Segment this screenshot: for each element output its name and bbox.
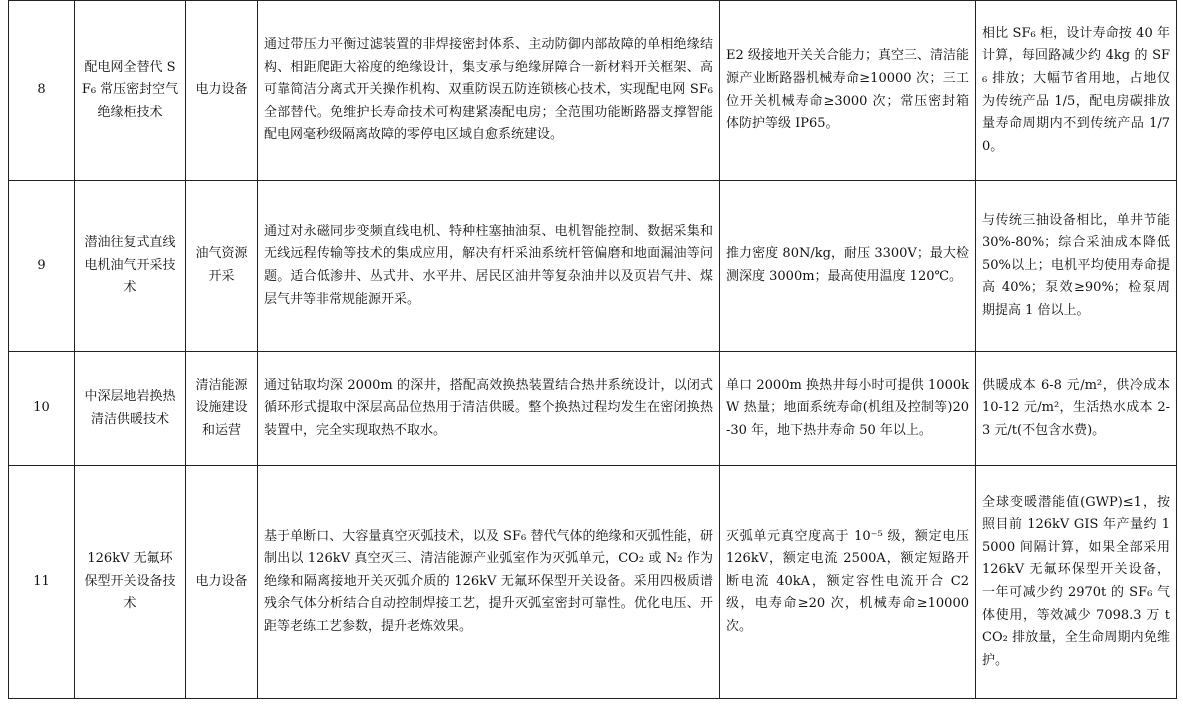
technology-name: 126kV 无氟环保型开关设备技术 xyxy=(75,466,186,699)
table-row xyxy=(9,1,1177,181)
technology-description: 通过带压力平衡过滤装置的非焊接密封体系、主动防御内部故障的单相绝缘结构、相距爬距大裕度的绝缘设计，集支承与绝缘屏障合一新材料开关框架、高可靠简洁分离式开关操作机构、双重防误五防连锁核心技术，实现配电网 SF₆ 全部替代。免维护长寿命技术可构建紧凑配电房；全范围功能断路器支撑智能配电网毫秒级隔离故障的零停电区域自愈系统建设。 xyxy=(258,1,720,181)
technology-name: 配电网全替代 SF₆ 常压密封空气绝缘柜技术 xyxy=(75,1,186,181)
technology-description: 基于单断口、大容量真空灭弧技术，以及 SF₆ 替代气体的绝缘和灭弧性能，研制出以 126kV 真空灭三、清洁能源产业弧室作为灭弧单元，CO₂ 或 N₂ 作为绝缘和隔离接地开关灭弧介质的 126kV 无氟环保型开关设备。采用四极质谱残余气体分析结合自动控制焊接工艺，提升灭弧室密封可靠性。优化电压、开距等老练工艺参数，提升老炼效果。 xyxy=(258,466,720,699)
benefits: 与传统三抽设备相比，单井节能 30%-80%；综合采油成本降低 50%以上；电机平均使用寿命提高 40%；泵效≥90%；检泵周期提高 1 倍以上。 xyxy=(976,181,1177,352)
benefits: 全球变暖潜能值(GWP)≤1，按照目前 126kV GIS 年产量约 15000 间隔计算，如果全部采用 126kV 无氟环保型开关设备，一年可减少约 2970t 的 SF₆ 气体使用，等效减少 7098.3 万 t CO₂ 排放量，全生命周期内免维护。 xyxy=(976,466,1177,699)
application-field: 电力设备 xyxy=(186,466,258,699)
technology-description: 通过对永磁同步变频直线电机、特种柱塞抽油泵、电机智能控制、数据采集和无线远程传输等技术的集成应用，解决有杆采油系统杆管偏磨和地面漏油等问题。适合低渗井、丛式井、水平井、居民区油井等复杂油井以及页岩气井、煤层气井等非常规能源开采。 xyxy=(258,181,720,352)
row-number: 11 xyxy=(9,466,75,699)
application-field: 清洁能源设施建设和运营 xyxy=(186,352,258,466)
technical-specs: 单口 2000m 换热井每小时可提供 1000kW 热量；地面系统寿命(机组及控制等)20-30 年，地下热井寿命 50 年以上。 xyxy=(720,352,976,466)
technology-name: 中深层地岩换热清洁供暖技术 xyxy=(75,352,186,466)
application-field: 电力设备 xyxy=(186,1,258,181)
application-field: 油气资源开采 xyxy=(186,181,258,352)
technology-table xyxy=(8,0,1177,699)
technology-description: 通过钻取均深 2000m 的深井，搭配高效换热装置结合热井系统设计，以闭式循环形式提取中深层高品位热用于清洁供暖。整个换热过程均发生在密闭换热装置中，完全实现取热不取水。 xyxy=(258,352,720,466)
benefits: 供暖成本 6-8 元/m²，供冷成本 10-12 元/m²，生活热水成本 2-3 元/t(不包含水费)。 xyxy=(976,352,1177,466)
technology-name: 潜油往复式直线电机油气开采技术 xyxy=(75,181,186,352)
table-row xyxy=(9,466,1177,699)
technical-specs: 推力密度 80N/kg，耐压 3300V；最大检测深度 3000m；最高使用温度 120℃。 xyxy=(720,181,976,352)
table-row xyxy=(9,352,1177,466)
technical-specs: 灭弧单元真空度高于 10⁻⁵ 级，额定电压 126kV，额定电流 2500A，额定短路开断电流 40kA，额定容性电流开合 C2 级，电寿命≥20 次，机械寿命≥10000 次。 xyxy=(720,466,976,699)
row-number: 8 xyxy=(9,1,75,181)
table-row xyxy=(9,181,1177,352)
row-number: 9 xyxy=(9,181,75,352)
technical-specs: E2 级接地开关关合能力；真空三、清洁能源产业断路器机械寿命≥10000 次；三工位开关机械寿命≥3000 次；常压密封箱体防护等级 IP65。 xyxy=(720,1,976,181)
row-number: 10 xyxy=(9,352,75,466)
benefits: 相比 SF₆ 柜，设计寿命按 40 年计算，每回路减少约 4kg 的 SF₆ 排放；大幅节省用地，占地仅为传统产品 1/5，配电房碳排放量寿命周期内不到传统产品 1/70。 xyxy=(976,1,1177,181)
